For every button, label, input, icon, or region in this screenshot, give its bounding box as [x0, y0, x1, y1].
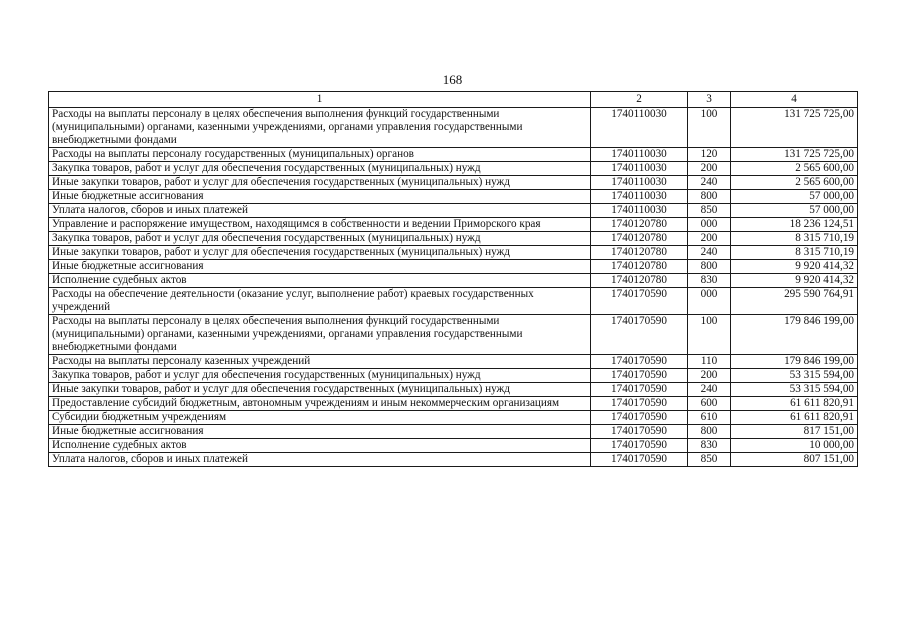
- row-type-cell: 610: [688, 411, 731, 425]
- row-amount-cell: 179 846 199,00: [731, 315, 858, 355]
- table-header: [49, 92, 858, 108]
- row-type-cell: 800: [688, 260, 731, 274]
- table-body: [49, 108, 858, 467]
- row-amount-cell: 8 315 710,19: [731, 246, 858, 260]
- header-col-2: 2: [591, 92, 688, 108]
- table-row: [49, 204, 858, 218]
- row-code-cell: 1740170590: [591, 397, 688, 411]
- row-code-cell: 1740120780: [591, 218, 688, 232]
- row-name-cell: Уплата налогов, сборов и иных платежей: [49, 453, 591, 467]
- row-type-cell: 100: [688, 108, 731, 148]
- table-row: [49, 315, 858, 355]
- row-amount-cell: 9 920 414,32: [731, 260, 858, 274]
- table-row: [49, 246, 858, 260]
- row-amount-cell: 179 846 199,00: [731, 355, 858, 369]
- row-name-cell: Иные закупки товаров, работ и услуг для обеспечения государственных (муниципальных) нужд: [49, 246, 591, 260]
- row-type-cell: 850: [688, 453, 731, 467]
- table-row: [49, 218, 858, 232]
- header-row: [49, 92, 858, 108]
- row-type-cell: 120: [688, 148, 731, 162]
- row-type-cell: 110: [688, 355, 731, 369]
- row-name-cell: Расходы на обеспечение деятельности (оказание услуг, выполнение работ) краевых государственных учреждений: [49, 288, 591, 315]
- row-type-cell: 830: [688, 439, 731, 453]
- table-row: [49, 369, 858, 383]
- row-amount-cell: 295 590 764,91: [731, 288, 858, 315]
- table-row: [49, 397, 858, 411]
- row-name-cell: Расходы на выплаты персоналу казенных учреждений: [49, 355, 591, 369]
- row-type-cell: 200: [688, 369, 731, 383]
- row-name-cell: Иные закупки товаров, работ и услуг для обеспечения государственных (муниципальных) нужд: [49, 176, 591, 190]
- row-amount-cell: 817 151,00: [731, 425, 858, 439]
- row-amount-cell: 57 000,00: [731, 204, 858, 218]
- row-code-cell: 1740110030: [591, 108, 688, 148]
- row-code-cell: 1740120780: [591, 274, 688, 288]
- row-code-cell: 1740170590: [591, 411, 688, 425]
- row-type-cell: 240: [688, 176, 731, 190]
- header-col-3: 3: [688, 92, 731, 108]
- row-amount-cell: 53 315 594,00: [731, 383, 858, 397]
- row-name-cell: Иные бюджетные ассигнования: [49, 190, 591, 204]
- row-amount-cell: 807 151,00: [731, 453, 858, 467]
- row-type-cell: 830: [688, 274, 731, 288]
- table-row: [49, 288, 858, 315]
- row-type-cell: 600: [688, 397, 731, 411]
- row-name-cell: Управление и распоряжение имуществом, находящимся в собственности и ведении Приморского края: [49, 218, 591, 232]
- header-col-1: 1: [49, 92, 591, 108]
- page-number: 168: [442, 72, 463, 87]
- row-amount-cell: 10 000,00: [731, 439, 858, 453]
- row-name-cell: Предоставление субсидий бюджетным, автономным учреждениям и иным некоммерческим организациям: [49, 397, 591, 411]
- row-name-cell: Закупка товаров, работ и услуг для обеспечения государственных (муниципальных) нужд: [49, 232, 591, 246]
- row-name-cell: Расходы на выплаты персоналу государственных (муниципальных) органов: [49, 148, 591, 162]
- row-code-cell: 1740120780: [591, 260, 688, 274]
- table-row: [49, 232, 858, 246]
- row-amount-cell: 57 000,00: [731, 190, 858, 204]
- row-name-cell: Расходы на выплаты персоналу в целях обеспечения выполнения функций государственными (муниципальными) органами, казенными учреждениями, органами управления государственными внебюджетными фондами: [49, 108, 591, 148]
- row-amount-cell: 9 920 414,32: [731, 274, 858, 288]
- row-name-cell: Уплата налогов, сборов и иных платежей: [49, 204, 591, 218]
- row-name-cell: Субсидии бюджетным учреждениям: [49, 411, 591, 425]
- row-code-cell: 1740120780: [591, 246, 688, 260]
- table-row: [49, 355, 858, 369]
- row-amount-cell: 2 565 600,00: [731, 176, 858, 190]
- row-code-cell: 1740170590: [591, 315, 688, 355]
- row-amount-cell: 2 565 600,00: [731, 162, 858, 176]
- row-type-cell: 240: [688, 383, 731, 397]
- row-code-cell: 1740170590: [591, 355, 688, 369]
- row-code-cell: 1740110030: [591, 148, 688, 162]
- row-amount-cell: 18 236 124,51: [731, 218, 858, 232]
- table-row: [49, 383, 858, 397]
- row-type-cell: 000: [688, 288, 731, 315]
- row-code-cell: 1740110030: [591, 190, 688, 204]
- row-name-cell: Исполнение судебных актов: [49, 274, 591, 288]
- row-type-cell: 200: [688, 162, 731, 176]
- row-code-cell: 1740170590: [591, 453, 688, 467]
- row-code-cell: 1740170590: [591, 425, 688, 439]
- row-type-cell: 800: [688, 190, 731, 204]
- table-row: [49, 453, 858, 467]
- row-code-cell: 1740170590: [591, 383, 688, 397]
- row-type-cell: 100: [688, 315, 731, 355]
- row-code-cell: 1740170590: [591, 288, 688, 315]
- row-type-cell: 800: [688, 425, 731, 439]
- table-row: [49, 425, 858, 439]
- row-amount-cell: 131 725 725,00: [731, 108, 858, 148]
- row-type-cell: 000: [688, 218, 731, 232]
- row-amount-cell: 53 315 594,00: [731, 369, 858, 383]
- row-type-cell: 850: [688, 204, 731, 218]
- row-name-cell: Расходы на выплаты персоналу в целях обеспечения выполнения функций государственными (муниципальными) органами, казенными учреждениями, органами управления государственными внебюджетными фондами: [49, 315, 591, 355]
- row-amount-cell: 8 315 710,19: [731, 232, 858, 246]
- row-amount-cell: 61 611 820,91: [731, 411, 858, 425]
- table-row: [49, 411, 858, 425]
- table-row: [49, 439, 858, 453]
- row-name-cell: Закупка товаров, работ и услуг для обеспечения государственных (муниципальных) нужд: [49, 369, 591, 383]
- row-name-cell: Иные закупки товаров, работ и услуг для обеспечения государственных (муниципальных) нужд: [49, 383, 591, 397]
- row-code-cell: 1740120780: [591, 232, 688, 246]
- budget-table: [48, 91, 858, 467]
- table-row: [49, 162, 858, 176]
- table-row: [49, 274, 858, 288]
- row-code-cell: 1740110030: [591, 204, 688, 218]
- row-name-cell: Закупка товаров, работ и услуг для обеспечения государственных (муниципальных) нужд: [49, 162, 591, 176]
- table-row: [49, 148, 858, 162]
- row-code-cell: 1740170590: [591, 439, 688, 453]
- row-name-cell: Иные бюджетные ассигнования: [49, 425, 591, 439]
- row-name-cell: Исполнение судебных актов: [49, 439, 591, 453]
- header-col-4: 4: [731, 92, 858, 108]
- table-row: [49, 190, 858, 204]
- row-code-cell: 1740170590: [591, 369, 688, 383]
- row-code-cell: 1740110030: [591, 162, 688, 176]
- row-amount-cell: 61 611 820,91: [731, 397, 858, 411]
- row-code-cell: 1740110030: [591, 176, 688, 190]
- table-row: [49, 108, 858, 148]
- row-type-cell: 200: [688, 232, 731, 246]
- row-name-cell: Иные бюджетные ассигнования: [49, 260, 591, 274]
- row-type-cell: 240: [688, 246, 731, 260]
- table-row: [49, 260, 858, 274]
- row-amount-cell: 131 725 725,00: [731, 148, 858, 162]
- table-row: [49, 176, 858, 190]
